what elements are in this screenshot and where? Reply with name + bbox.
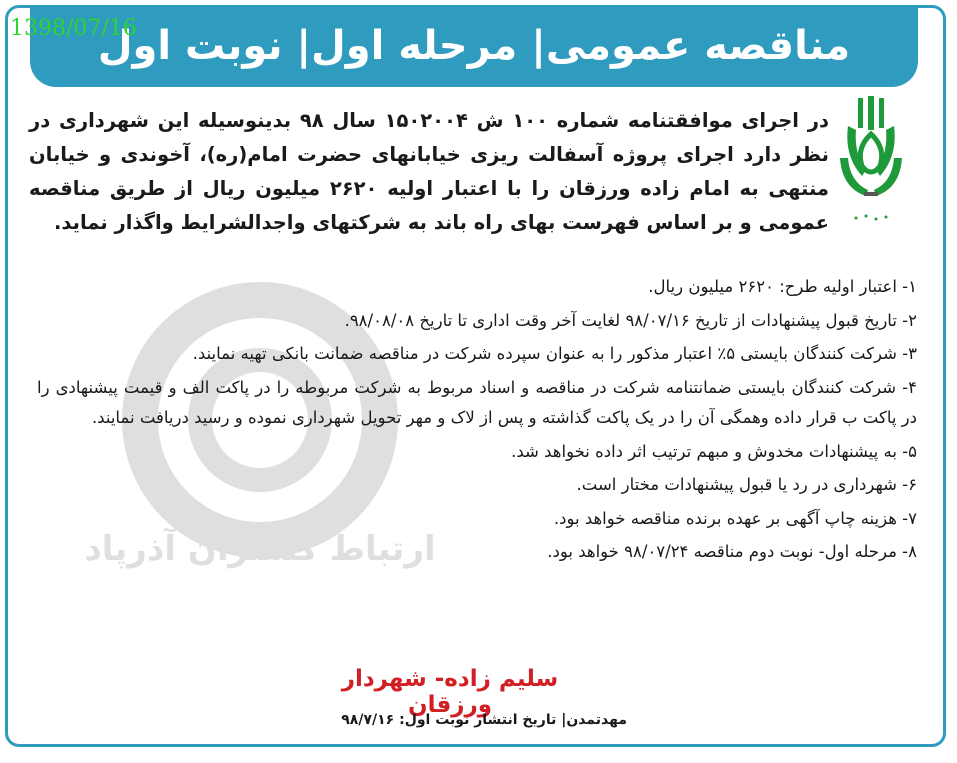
date-stamp: 1398/07/16 xyxy=(10,16,137,41)
list-item: ۲- تاریخ قبول پیشنهادات از تاریخ ۹۸/۰۷/۱۶ لغایت آخر وقت اداری تا تاریخ ۹۸/۰۸/۰۸. xyxy=(344,310,917,330)
list-item: ۵- به پیشنهادات مخدوش و مبهم ترتیب اثر داده نخواهد شد. xyxy=(511,441,917,461)
list-item: ۱- اعتبار اولیه طرح: ۲۶۲۰ میلیون ریال. xyxy=(648,277,917,296)
list-item: ۸- مرحله اول- نوبت دوم مناقصه ۹۸/۰۷/۲۴ خواهد بود. xyxy=(547,542,917,561)
list-item: ۶- شهرداری در رد یا قبول پیشنهادات مختار است. xyxy=(576,475,917,494)
list-item: ۳- شرکت کنندگان بایستی ۵٪ اعتبار مذکور را به عنوان سپرده شرکت در مناقصه ضمانت بانکی تهیه نمایند. xyxy=(192,344,917,363)
publication-footer: مهدتمدن| تاریخ انتشار نوبت اول: ۹۸/۷/۱۶ xyxy=(341,712,627,728)
list-item: ۷- هزینه چاپ آگهی بر عهده برنده مناقصه خواهد بود. xyxy=(553,508,917,528)
notice-header xyxy=(30,5,918,87)
notice-title: مناقصه عمومی| مرحله اول| نوبت اول xyxy=(97,23,851,69)
watermark-text: ارتباط گستران آذرپاد xyxy=(84,529,436,569)
list-item: ۴- شرکت کنندگان بایستی ضمانتنامه شرکت در مناقصه و اسناد مربوط به شرکت مربوطه را در پاکت الف و قیمت پیشنهادی را در پاکت ب قرار داده وهمگی آن را در یک پاکت گذاشته و پس از لاک و مهر تحویل شهرداری نموده و رسید دریافت نمایند. xyxy=(37,377,917,427)
municipality-wheat-logo-icon xyxy=(836,96,906,226)
intro-paragraph: در اجرای موافقتنامه شماره ۱۰۰ ش ۱۵۰۲۰۰۴ سال ۹۸ بدینوسیله این شهرداری در نظر دارد اجرای پروژه آسفالت ریزی خیابانهای حضرت امام(ره)، آخوندی و خیابان منتهی به امام زاده ورزقان را با اعتبار اولیه ۲۶۲۰ میلیون ریال از طریق مناقصه عمومی و بر اساس فهرست بهای راه باند به شرکتهای واجدالشرایط واگذار نماید. xyxy=(29,109,829,234)
signature: سلیم زاده- شهردار ورزقان xyxy=(341,666,559,718)
conditions-list xyxy=(37,272,917,571)
